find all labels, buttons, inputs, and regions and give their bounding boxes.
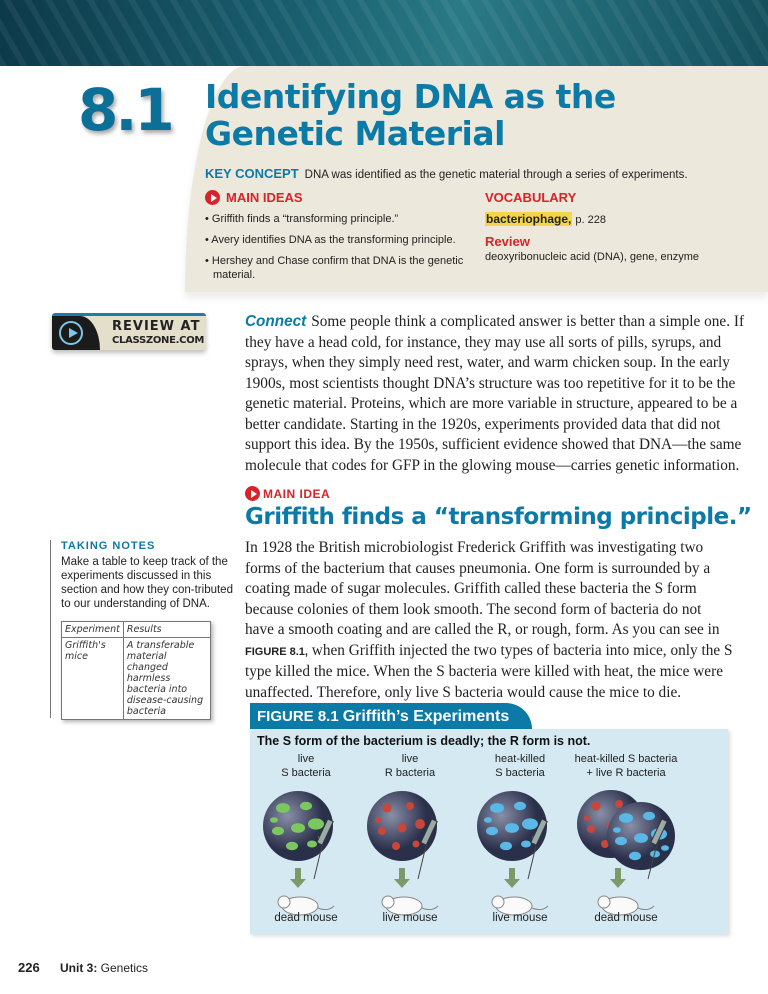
- text-line: type killed the mice. When the S bacteria were killed with heat, the mice were: [245, 663, 723, 680]
- table-cell: A transferable material changed harmless bacteria into disease-causing bacteria: [123, 638, 210, 720]
- page-number: 226: [18, 960, 40, 975]
- main-idea-heading: Griffith finds a “transforming principle.”: [245, 504, 752, 530]
- bacteria-illustration: [350, 784, 470, 919]
- title-line: Identifying DNA as the: [205, 77, 616, 116]
- play-icon: [59, 321, 83, 345]
- review-heading: Review: [485, 234, 530, 249]
- bacteria-illustration: [246, 784, 366, 919]
- experiment-label: R bacteria: [384, 766, 436, 779]
- text-line: 1900s, most scientists thought DNA’s structure was too repetitive for it to be the: [245, 374, 736, 392]
- text-line: they have a head cold, for instance, they may use all sorts of pills, syrups, and: [245, 333, 722, 351]
- vocabulary-term: [485, 212, 606, 226]
- unit-number: Unit 3:: [60, 961, 98, 975]
- experiment-result: live mouse: [382, 912, 438, 924]
- experiment-label: S bacteria: [281, 766, 331, 779]
- vocab-page: p. 228: [572, 214, 606, 226]
- text-line: have a smooth coating and are called the R, or rough, form. As you can see in: [245, 621, 720, 638]
- text-line: sprays, when they simply need rest, water, and warm chicken soup. In the early: [245, 354, 730, 371]
- unit-name: Genetics: [97, 961, 149, 975]
- experiment-4: [566, 753, 686, 919]
- figure-title: Griffith’s Experiments: [342, 708, 510, 725]
- arrow-down-icon: [610, 868, 626, 888]
- experiment-label: live: [297, 753, 315, 765]
- review-line1: REVIEW AT: [112, 319, 201, 334]
- section-number: 8.1: [78, 76, 172, 144]
- text-line: molecule that codes for GFP in the glowing mouse—carries genetic information.: [245, 456, 740, 474]
- arrow-down-icon: [504, 868, 520, 888]
- experiment-1: [246, 753, 366, 919]
- bacteria-illustration: [460, 784, 580, 919]
- notes-table: [61, 621, 211, 720]
- experiment-label: S bacteria: [495, 766, 545, 779]
- figure-reference[interactable]: FIGURE 8.1,: [245, 645, 308, 658]
- connect-label: Connect: [245, 313, 307, 330]
- text-line: [245, 641, 735, 663]
- text-line: genetic material. Proteins, which are more variable in structure, appeared to be a: [245, 395, 738, 412]
- taking-notes-text: Make a table to keep track of the experiments discussed in this section and how they con-tributed to our understanding of DNA.: [61, 556, 233, 610]
- table-header: Experiment: [62, 622, 124, 638]
- arrow-down-icon: [394, 868, 410, 888]
- text: when Griffith injected the two types of bacteria into mice, only the S: [307, 641, 733, 659]
- experiment-label: live: [401, 753, 419, 765]
- experiment-label: + live R bacteria: [586, 766, 666, 779]
- main-ideas-list: [205, 212, 475, 289]
- unit-label: [60, 961, 148, 975]
- figure-title-tab: [250, 703, 532, 730]
- main-idea-text: MAIN IDEA: [263, 486, 331, 501]
- play-icon: [245, 486, 260, 501]
- main-idea-item: • Avery identifies DNA as the transforming principle.: [205, 234, 456, 246]
- title-line: Genetic Material: [205, 114, 505, 153]
- text-line: forms of the bacterium that causes pneumonia. One form is surrounded by a: [245, 559, 711, 577]
- text: Some people think a complicated answer is better than a simple one. If: [311, 313, 745, 330]
- main-idea-label: [245, 486, 330, 501]
- bacteria-illustration: [566, 784, 686, 919]
- experiment-3: [460, 753, 580, 919]
- review-line2: CLASSZONE.COM: [112, 335, 205, 346]
- table-header: Results: [123, 622, 210, 638]
- main-ideas-label: MAIN IDEAS: [226, 190, 303, 205]
- text-line: because colonies of them look smooth. The second form of bacteria do not: [245, 600, 702, 618]
- main-ideas-heading: [205, 190, 303, 205]
- experiment-label: heat-killed S bacteria: [574, 753, 678, 765]
- dna-header-banner: [0, 0, 768, 66]
- experiment-2: [350, 753, 470, 919]
- experiment-label: heat-killed: [494, 753, 546, 765]
- vocab-term: bacteriophage,: [486, 212, 572, 226]
- figure-panel: [250, 729, 728, 934]
- key-concept-text: DNA was identified as the genetic material through a series of experiments.: [304, 169, 688, 181]
- text-line: better candidate. Starting in the 1920s, experiments provided data that did not: [245, 415, 721, 433]
- taking-notes-sidebar: [50, 540, 240, 718]
- arrow-down-icon: [290, 868, 306, 888]
- play-icon: [205, 190, 220, 205]
- vocabulary-heading: VOCABULARY: [485, 190, 577, 205]
- figure-label: FIGURE 8.1: [257, 708, 339, 725]
- experiment-result: live mouse: [492, 912, 548, 924]
- review-terms: deoxyribonucleic acid (DNA), gene, enzyme: [485, 251, 699, 263]
- table-cell: Griffith's mice: [62, 638, 124, 720]
- text-line: [245, 312, 745, 333]
- experiment-result: dead mouse: [274, 912, 338, 924]
- text-line: coating made of sugar molecules. Griffith called these bacteria the S form: [245, 580, 697, 597]
- section-title: [205, 78, 616, 152]
- body-paragraph: [245, 538, 735, 703]
- text-line: In 1928 the British microbiologist Frederick Griffith was investigating two: [245, 539, 704, 556]
- experiment-result: dead mouse: [594, 912, 658, 924]
- connect-paragraph: [245, 312, 745, 476]
- key-concept: [205, 166, 688, 181]
- key-concept-label: KEY CONCEPT: [205, 166, 299, 181]
- taking-notes-heading: TAKING NOTES: [61, 540, 156, 552]
- figure-subtitle: The S form of the bacterium is deadly; the R form is not.: [257, 734, 591, 748]
- main-idea-item: • Griffith finds a “transforming principle.”: [205, 213, 399, 225]
- text-line: support this idea. By the 1950s, sufficient evidence showed that DNA—the same: [245, 436, 742, 453]
- review-at-classzone-button[interactable]: [52, 313, 206, 350]
- text-line: unaffected. Therefore, only live S bacteria would cause the mice to die.: [245, 683, 682, 701]
- main-idea-item: • Hershey and Chase confirm that DNA is the genetic material.: [205, 255, 464, 281]
